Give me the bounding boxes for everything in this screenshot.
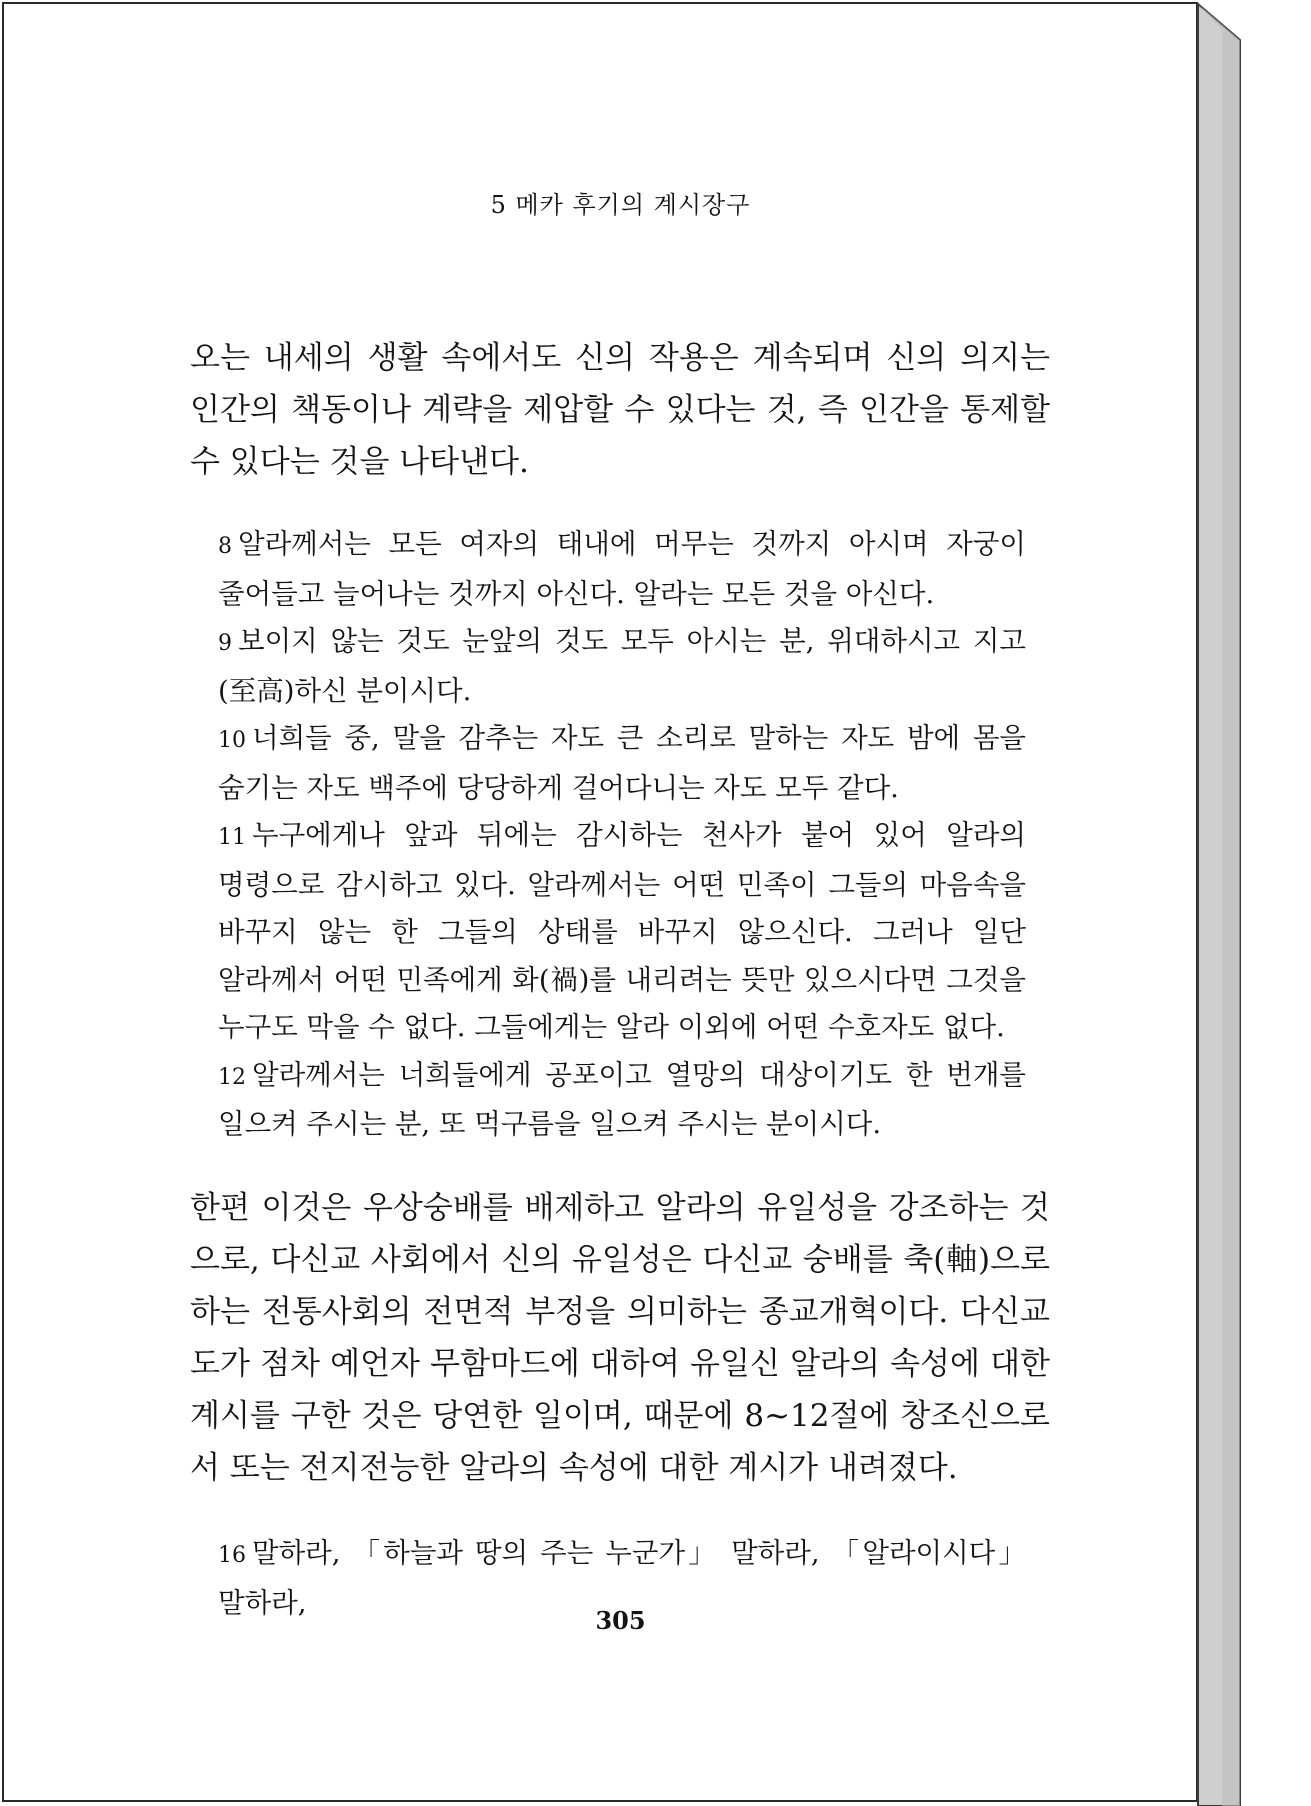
verse-11 [218,812,1026,1052]
page-number: 305 [595,1606,646,1635]
verse-10 [218,715,1026,812]
verse-block-1 [218,521,1026,1149]
paragraph-2: 한편 이것은 우상숭배를 배제하고 알라의 유일성을 강조하는 것으로, 다신교 사회에서 신의 유일성은 다신교 숭배를 축(軸)으로 하는 전통사회의 전면적 부정을 의미하는 종교개혁이다. 다신교도가 점차 예언자 무함마드에 대하여 유일신 알라의 속성에 대한 계시를 구한 것은 당연한 일이며, 때문에 8~12절에 창조신으로서 또는 전지전능한 알라의 속성에 대한 계시가 내려졌다. [190,1190,1050,1486]
verse-number: 8 [218,534,232,559]
verse-number: 11 [218,825,246,850]
verse-text: 말하라, 「하늘과 땅의 주는 누군가」 말하라, 「알라이시다」 말하라, [218,1537,1026,1619]
verse-text: 너희들 중, 말을 감추는 자도 큰 소리로 말하는 자도 밤에 몸을 숨기는 자도 백주에 당당하게 걸어다니는 자도 모두 같다. [218,722,1026,804]
verse-number: 9 [218,631,232,656]
running-head: 5 메카 후기의 계시장구 [490,191,751,219]
verse-text: 알라께서는 너희들에게 공포이고 열망의 대상이기도 한 번개를 일으켜 주시는 분, 또 먹구름을 일으켜 주시는 분이시다. [218,1058,1026,1140]
verse-number: 10 [218,728,246,753]
verse-number: 12 [218,1064,246,1090]
paragraph-1: 오는 내세의 생활 속에서도 신의 작용은 계속되며 신의 의지는 인간의 책동이나 계략을 제압할 수 있다는 것, 즉 인간을 통제할 수 있다는 것을 나타낸다. [190,340,1050,480]
verse-9 [218,618,1026,715]
verse-text: 알라께서는 모든 여자의 태내에 머무는 것까지 아시며 자궁이 줄어들고 늘어나는 것까지 아신다. 알라는 모든 것을 아신다. [218,528,1026,610]
verse-8 [218,521,1026,618]
verse-text: 보이지 않는 것도 눈앞의 것도 모두 아시는 분, 위대하시고 지고(至高)하신 분이시다. [218,625,1026,707]
verse-12 [218,1052,1026,1149]
verse-text: 누구에게나 앞과 뒤에는 감시하는 천사가 붙어 있어 알라의 명령으로 감시하고 있다. 알라께서는 어떤 민족이 그들의 마음속을 바꾸지 않는 한 그들의 상태를 바꾸지 않으신다. 그러나 일단 알라께서 어떤 민족에게 화(禍)를 내리려는 뜻만 있으시다면 그것을 누구도 막을 수 없다. 그들에게는 알라 이외에 어떤 수호자도 없다. [218,819,1026,1043]
verse-number: 16 [218,1543,246,1568]
